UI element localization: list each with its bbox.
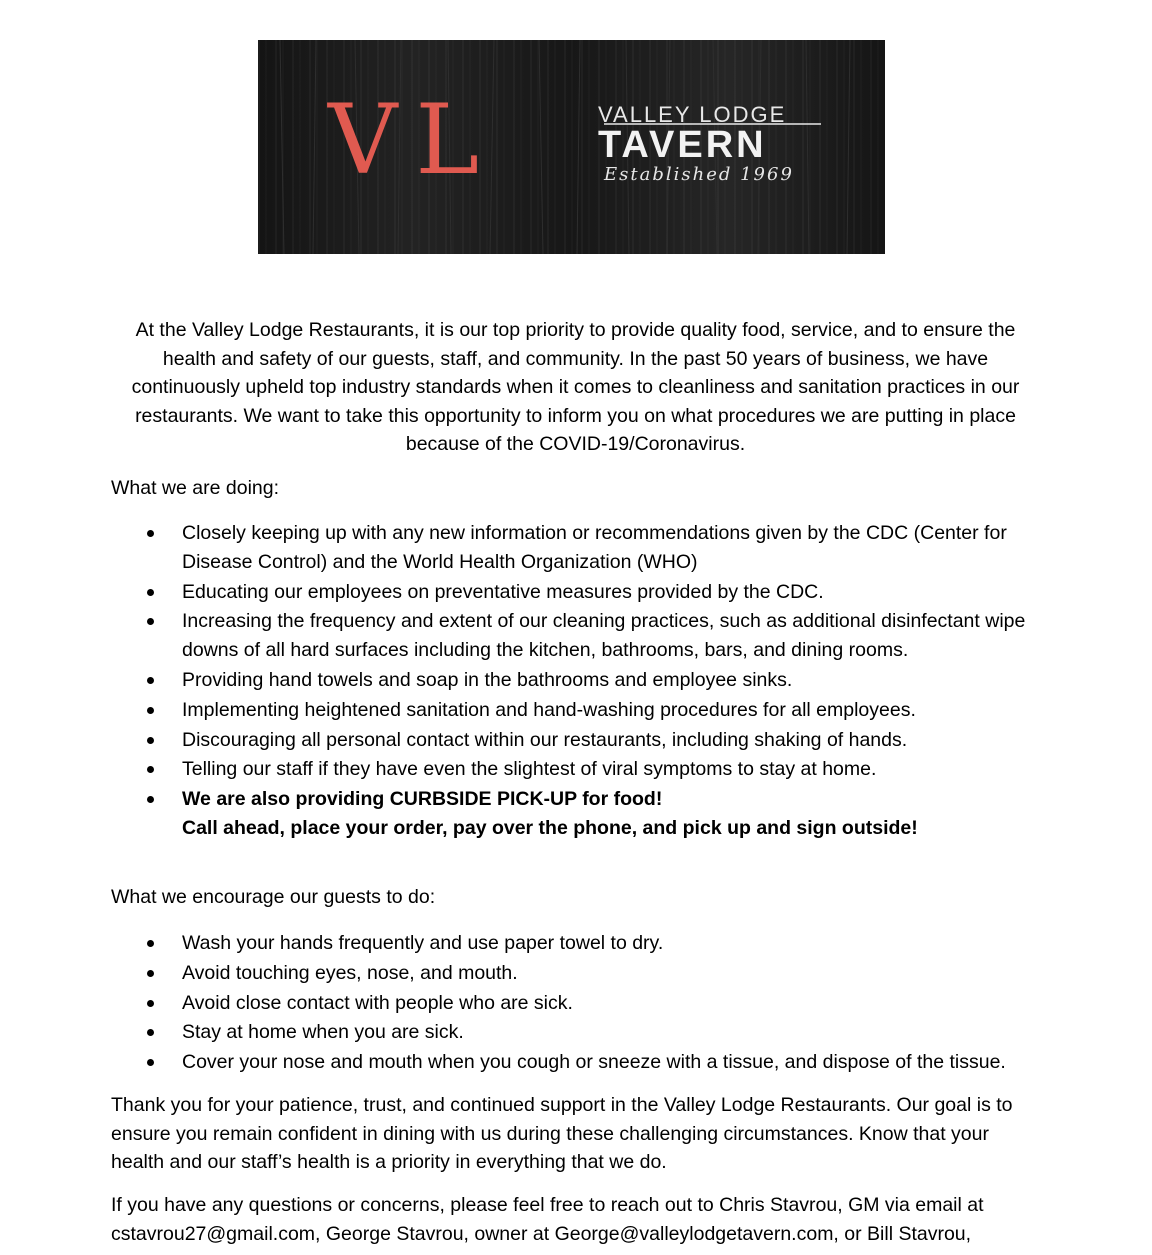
list-item: Implementing heightened sanitation and hand-washing procedures for all employees. [111,696,1041,725]
list-item: Educating our employees on preventative measures provided by the CDC. [111,578,1041,607]
guests-list [111,929,1041,1077]
thanks-paragraph: Thank you for your patience, trust, and continued support in the Valley Lodge Restaurants. Our goal is to ensure you remain confident in dining with us during these challenging circumstances. Know that your health and our staff’s health is a priority in everything that we do. [111,1094,1013,1173]
logo-name-top: VALLEY LODGE [598,102,787,127]
list-item: Providing hand towels and soap in the bathrooms and employee sinks. [111,666,1041,695]
logo-name-main: TAVERN [598,124,767,166]
list-item: Increasing the frequency and extent of our cleaning practices, such as additional disinfectant wipe downs of all hard surfaces including the kitchen, bathrooms, bars, and dining rooms. [111,607,1041,665]
list-item: Wash your hands frequently and use paper towel to dry. [111,929,1041,958]
logo-monogram: VL [328,84,498,196]
logo-established: Established 1969 [604,164,794,185]
curbside-announcement: We are also providing CURBSIDE PICK-UP for food! [182,788,663,811]
curbside-instructions: Call ahead, place your order, pay over the phone, and pick up and sign outside! [182,816,918,839]
list-item: Stay at home when you are sick. [111,1018,1041,1047]
list-item: Avoid touching eyes, nose, and mouth. [111,959,1041,988]
list-item: Avoid close contact with people who are sick. [111,989,1041,1018]
curbside-list-item [111,785,1041,843]
guests-label: What we encourage our guests to do: [111,886,436,908]
list-item: Closely keeping up with any new information or recommendations given by the CDC (Center for Disease Control) and the World Health Organization (WHO) [111,519,1041,577]
intro-paragraph: At the Valley Lodge Restaurants, it is our top priority to provide quality food, service, and to ensure the health and safety of our guests, staff, and community. In the past 50 years of business, we have continuously upheld top industry standards when it comes to cleanliness and sanitation practices in our restaurants. We want to take this opportunity to inform you on what procedures we are putting in place because of the COVID-19/Coronavirus. [131,319,1020,455]
list-item: Cover your nose and mouth when you cough or sneeze with a tissue, and dispose of the tissue. [111,1048,1041,1077]
contact-paragraph: If you have any questions or concerns, please feel free to reach out to Chris Stavrou, GM via email at cstavrou27@gmail.com, George Stavrou, owner at George@valleylodgetavern.com, or Bill Stavrou, [111,1194,984,1245]
doing-list [111,519,1041,843]
doing-label: What we are doing: [111,477,280,499]
valley-lodge-logo [258,40,885,254]
list-item: Telling our staff if they have even the slightest of viral symptoms to stay at home. [111,755,1041,784]
list-item: Discouraging all personal contact within our restaurants, including shaking of hands. [111,726,1041,755]
